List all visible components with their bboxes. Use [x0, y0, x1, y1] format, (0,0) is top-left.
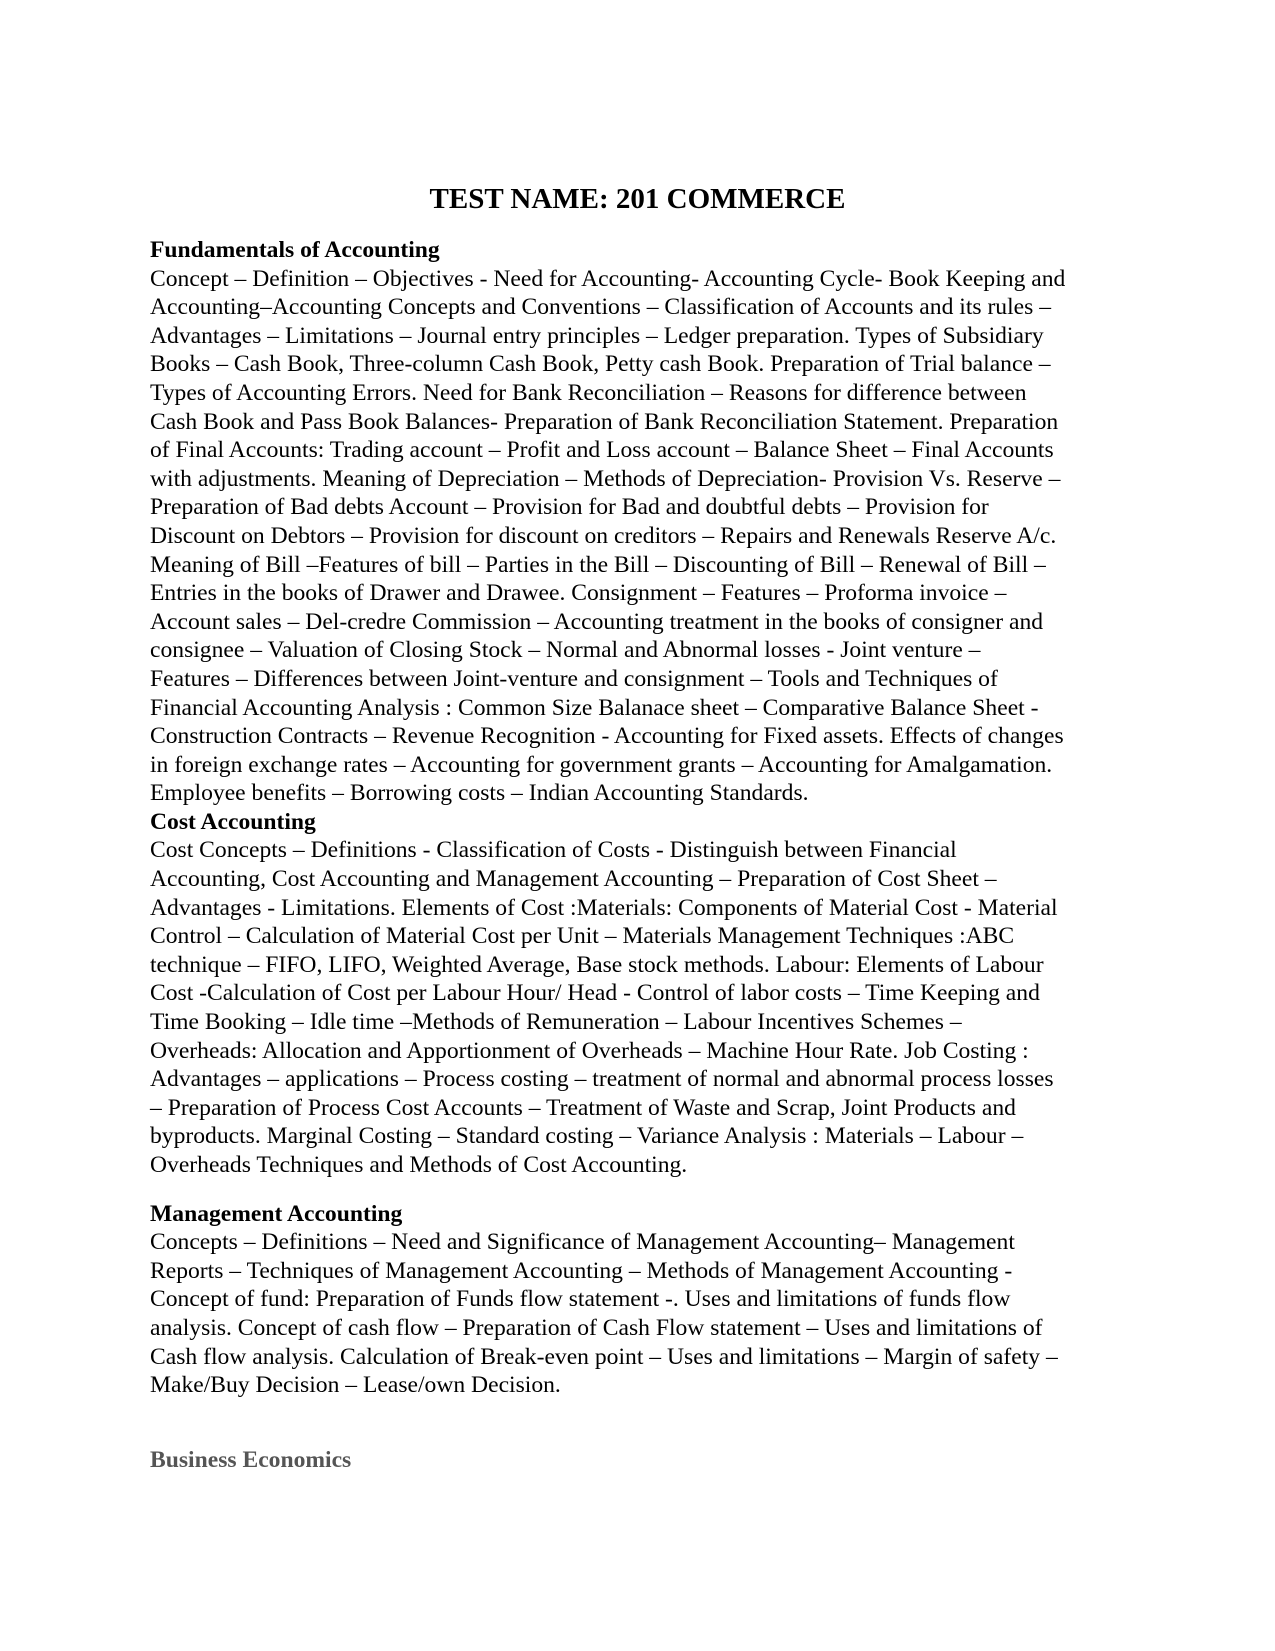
section-heading: Management Accounting — [150, 1200, 403, 1227]
text-line: byproducts. Marginal Costing – Standard costing – Variance Analysis : Materials – Labour – — [150, 1123, 1024, 1150]
text-line: Advantages – applications – Process costing – treatment of normal and abnormal process losses — [150, 1066, 1054, 1093]
section-body — [150, 265, 1130, 808]
text-line: Books – Cash Book, Three-column Cash Book, Petty cash Book. Preparation of Trial balance – — [150, 351, 1051, 378]
section-fundamentals-of-accounting — [150, 236, 1130, 808]
text-line: Entries in the books of Drawer and Drawee. Consignment – Features – Proforma invoice – — [150, 580, 1007, 607]
section-cost-accounting — [150, 808, 1130, 1180]
text-line: Meaning of Bill –Features of bill – Parties in the Bill – Discounting of Bill – Renewal of Bill – — [150, 551, 1046, 578]
text-line: Accounting–Accounting Concepts and Conventions – Classification of Accounts and its rules – — [150, 294, 1052, 321]
section-body — [150, 1228, 1130, 1400]
section-heading: Cost Accounting — [150, 808, 316, 835]
text-line: Cash flow analysis. Calculation of Break-even point – Uses and limitations – Margin of safety – — [150, 1343, 1058, 1370]
text-line: Discount on Debtors – Provision for discount on creditors – Repairs and Renewals Reserve A/c. — [150, 522, 1057, 549]
text-line: Concept of fund: Preparation of Funds flow statement -. Uses and limitations of funds flow — [150, 1286, 1011, 1313]
text-line: Employee benefits – Borrowing costs – Indian Accounting Standards. — [150, 780, 809, 807]
document-content — [150, 236, 1130, 1474]
section-heading: Business Economics — [150, 1446, 352, 1473]
text-line: Concepts – Definitions – Need and Significance of Management Accounting– Management — [150, 1229, 1015, 1256]
text-line: Control – Calculation of Material Cost per Unit – Materials Management Techniques :ABC — [150, 923, 1015, 950]
text-line: Cash Book and Pass Book Balances- Preparation of Bank Reconciliation Statement. Preparation — [150, 408, 1059, 435]
text-line: in foreign exchange rates – Accounting for government grants – Accounting for Amalgamation. — [150, 751, 1053, 778]
section-management-accounting — [150, 1200, 1130, 1400]
text-line: with adjustments. Meaning of Depreciation – Methods of Depreciation- Provision Vs. Reserve – — [150, 465, 1061, 492]
text-line: Overheads Techniques and Methods of Cost Accounting. — [150, 1152, 688, 1178]
text-line: Account sales – Del-credre Commission – Accounting treatment in the books of consigner and — [150, 608, 1044, 635]
text-line: Financial Accounting Analysis : Common Size Balanace sheet – Comparative Balance Sheet - — [150, 694, 1039, 721]
section-body — [150, 836, 1130, 1179]
text-line: Cost -Calculation of Cost per Labour Hour/ Head - Control of labor costs – Time Keeping and — [150, 980, 1040, 1007]
text-line: Types of Accounting Errors. Need for Bank Reconciliation – Reasons for difference between — [150, 379, 1027, 406]
section-spacer — [150, 1400, 1130, 1446]
text-line: technique – FIFO, LIFO, Weighted Average, Base stock methods. Labour: Elements of Labour — [150, 951, 1044, 978]
text-line: Time Booking – Idle time –Methods of Remuneration – Labour Incentives Schemes – — [150, 1009, 962, 1036]
text-line: consignee – Valuation of Closing Stock – Normal and Abnormal losses - Joint venture – — [150, 637, 981, 664]
text-line: Overheads: Allocation and Apportionment of Overheads – Machine Hour Rate. Job Costing : — [150, 1037, 1029, 1064]
page-title: TEST NAME: 201 COMMERCE — [429, 183, 846, 215]
text-line: Cost Concepts – Definitions - Classification of Costs - Distinguish between Financial — [150, 837, 957, 864]
text-line: Advantages – Limitations – Journal entry principles – Ledger preparation. Types of Subsidiary — [150, 322, 1044, 349]
text-line: Concept – Definition – Objectives - Need for Accounting- Accounting Cycle- Book Keeping and — [150, 265, 1066, 292]
text-line: analysis. Concept of cash flow – Preparation of Cash Flow statement – Uses and limitations of — [150, 1314, 1043, 1341]
text-line: of Final Accounts: Trading account – Profit and Loss account – Balance Sheet – Final Accounts — [150, 437, 1054, 464]
section-heading: Fundamentals of Accounting — [150, 237, 440, 263]
text-line: Make/Buy Decision – Lease/own Decision. — [150, 1372, 561, 1399]
text-line: Accounting, Cost Accounting and Management Accounting – Preparation of Cost Sheet – — [150, 866, 997, 893]
text-line: Construction Contracts – Revenue Recognition - Accounting for Fixed assets. Effects of changes — [150, 723, 1064, 750]
text-line: Features – Differences between Joint-venture and consignment – Tools and Techniques of — [150, 665, 998, 692]
section-spacer — [150, 1180, 1130, 1200]
text-line: Reports – Techniques of Management Accounting – Methods of Management Accounting - — [150, 1257, 1013, 1284]
text-line: – Preparation of Process Cost Accounts – Treatment of Waste and Scrap, Joint Products and — [150, 1094, 1016, 1121]
section-business-economics — [150, 1446, 1130, 1475]
text-line: Preparation of Bad debts Account – Provision for Bad and doubtful debts – Provision for — [150, 494, 989, 521]
text-line: Advantages - Limitations. Elements of Cost :Materials: Components of Material Cost - Material — [150, 894, 1058, 921]
